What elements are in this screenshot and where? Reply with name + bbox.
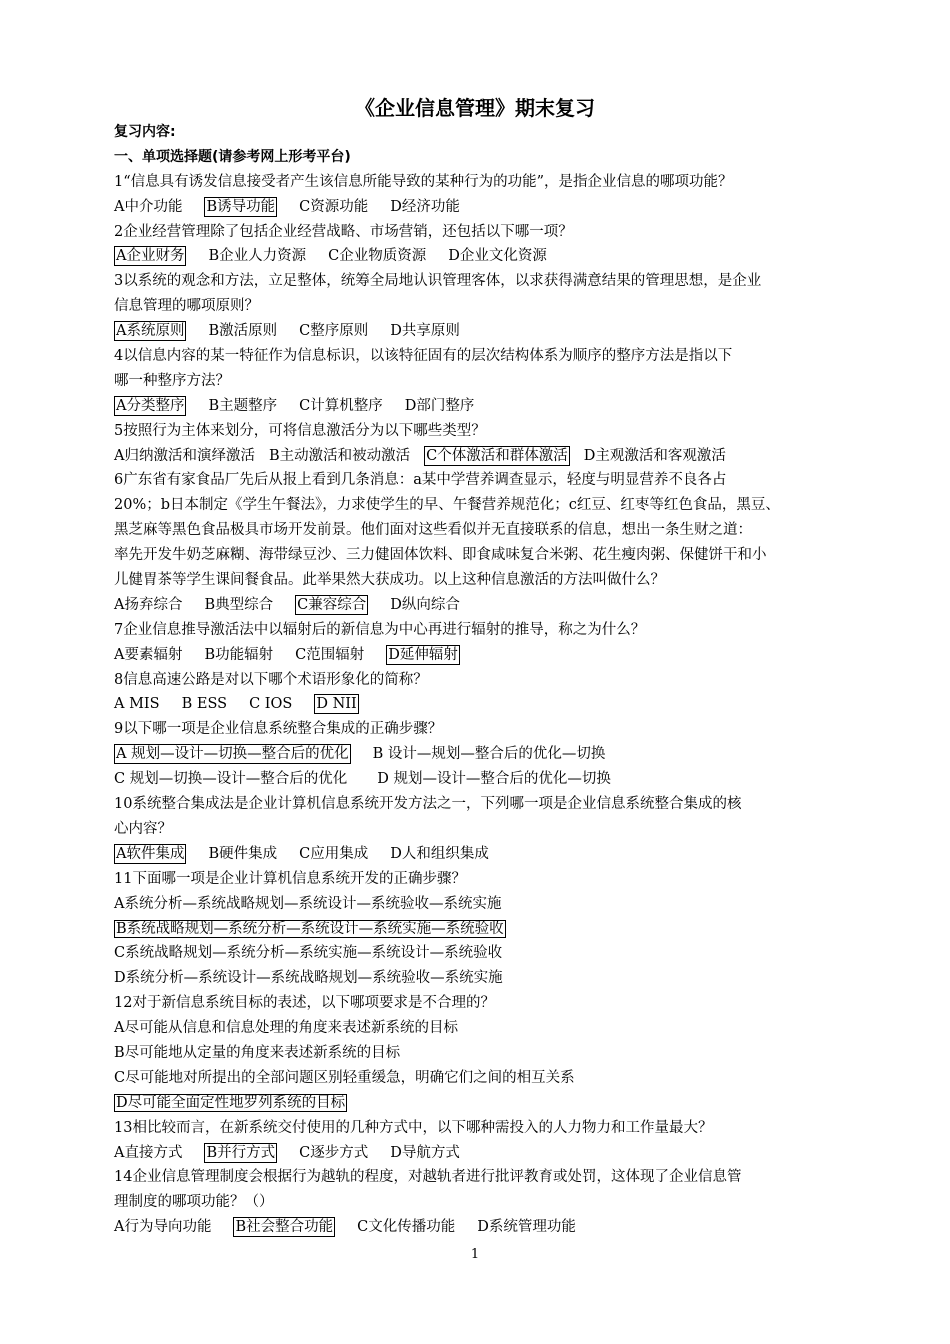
options-13 <box>114 1141 844 1166</box>
option-11b <box>114 917 844 942</box>
answer-option: D延伸辐射 <box>388 646 458 663</box>
review-heading: 复习内容: <box>114 124 176 140</box>
option: A归纳激活和演绎激活 <box>114 447 255 464</box>
option: D 规划—设计—整合后的优化—切换 <box>377 771 611 788</box>
answer-option: A 规划—设计—切换—整合后的优化 <box>116 746 349 763</box>
option: C逐步方式 <box>299 1144 369 1161</box>
answer-option: D尽可能全面定性地罗列系统的目标 <box>116 1094 346 1111</box>
option: C资源功能 <box>299 198 369 215</box>
option-11a: A系统分析—系统战略规划—系统设计—系统验收—系统实施 <box>114 895 502 912</box>
option: C IOS <box>249 696 293 713</box>
answer-option: A系统原则 <box>116 323 185 340</box>
option-12c: C尽可能地对所提出的全部问题区别轻重缓急，明确它们之间的相互关系 <box>114 1069 575 1086</box>
option-12a: A尽可能从信息和信息处理的角度来表述新系统的目标 <box>114 1020 458 1037</box>
answer-option: C个体激活和群体激活 <box>426 447 568 464</box>
question-2: 2企业经营管理除了包括企业经营战略、市场营销，还包括以下哪一项？ <box>114 223 573 240</box>
question-5: 5按照行为主体来划分，可将信息激活分为以下哪些类型？ <box>114 422 486 439</box>
option: C范围辐射 <box>295 646 365 663</box>
option: C企业物质资源 <box>328 248 427 265</box>
question-3-cont: 信息管理的哪项原则？ <box>114 298 259 315</box>
answer-option: A分类整序 <box>116 397 185 414</box>
answer-option: B系统战略规划—系统分析—系统设计—系统实施—系统验收 <box>116 920 504 937</box>
options-14 <box>114 1215 844 1240</box>
option: C文化传播功能 <box>357 1219 456 1236</box>
question-7: 7企业信息推导激活法中以辐射后的新信息为中心再进行辐射的推导，称之为什么？ <box>114 621 646 638</box>
question-14-cont: 理制度的哪项功能？（） <box>114 1194 274 1211</box>
option-12b: B尽可能地从定量的角度来表述新系统的目标 <box>114 1044 401 1061</box>
option: A中介功能 <box>114 198 183 215</box>
options-4 <box>114 394 844 419</box>
option: A扬弃综合 <box>114 596 183 613</box>
option: B主题整序 <box>208 397 278 414</box>
answer-option: A企业财务 <box>116 248 185 265</box>
option: B企业人力资源 <box>208 248 307 265</box>
question-4: 4以信息内容的某一特征作为信息标识，以该特征固有的层次结构体系为顺序的整序方法是指以下 <box>114 348 733 365</box>
option: C整序原则 <box>299 323 369 340</box>
options-9-row1 <box>114 742 844 767</box>
options-1 <box>114 195 844 220</box>
option: D主观激活和客观激活 <box>583 447 726 464</box>
option: B主动激活和被动激活 <box>268 447 411 464</box>
page-title: 《企业信息管理》期末复习 <box>355 96 595 120</box>
option: D导航方式 <box>390 1144 460 1161</box>
options-8 <box>114 692 844 717</box>
option: A行为导向功能 <box>114 1219 212 1236</box>
options-10 <box>114 842 844 867</box>
question-1: 1“信息具有诱发信息接受者产生该信息所能导致的某种行为的功能”，是指企业信息的哪项功能？ <box>114 173 733 190</box>
answer-option: D NII <box>316 696 357 713</box>
options-6 <box>114 593 844 618</box>
options-7 <box>114 643 844 668</box>
option-11c: C系统战略规划—系统分析—系统实施—系统设计—系统验收 <box>114 945 503 962</box>
option-12d <box>114 1091 844 1116</box>
option: B ESS <box>181 696 228 713</box>
answer-option: A软件集成 <box>116 845 185 862</box>
document-body <box>114 120 844 1240</box>
answer-option: C兼容综合 <box>297 596 367 613</box>
option: D企业文化资源 <box>448 248 547 265</box>
section-heading: 一、单项选择题(请参考网上形考平台) <box>114 148 351 165</box>
option: B 设计—规划—整合后的优化—切换 <box>372 746 606 763</box>
option: C 规划—切换—设计—整合后的优化 <box>114 771 348 788</box>
question-10-cont: 心内容？ <box>114 820 172 837</box>
question-10: 10系统整合集成法是企业计算机信息系统开发方法之一，下列哪一项是企业信息系统整合集成的核 <box>114 796 742 813</box>
page-number: 1 <box>470 1247 480 1262</box>
option: D人和组织集成 <box>390 845 489 862</box>
option: A直接方式 <box>114 1144 183 1161</box>
question-14: 14企业信息管理制度会根据行为越轨的程度，对越轨者进行批评教育或处罚，这体现了企业信息管 <box>114 1169 742 1186</box>
question-8: 8信息高速公路是对以下哪个术语形象化的简称？ <box>114 671 428 688</box>
question-11: 11下面哪一项是企业计算机信息系统开发的正确步骤？ <box>114 870 466 887</box>
question-6-cont: 黑芝麻等黑色食品极具市场开发前景。他们面对这些看似并无直接联系的信息，想出一条生财之道： <box>114 522 752 539</box>
option: D共享原则 <box>390 323 460 340</box>
options-2 <box>114 244 844 269</box>
option: C计算机整序 <box>299 397 383 414</box>
options-3 <box>114 319 844 344</box>
option: B激活原则 <box>208 323 278 340</box>
option: D系统管理功能 <box>477 1219 576 1236</box>
answer-option: B社会整合功能 <box>235 1219 334 1236</box>
question-6-cont: 率先开发牛奶芝麻糊、海带绿豆沙、三力健固体饮料、即食咸味复合米粥、花生瘦肉粥、保健饼干和小 <box>114 547 767 564</box>
option: A MIS <box>114 696 160 713</box>
option: B功能辐射 <box>204 646 274 663</box>
option-11d: D系统分析—系统设计—系统战略规划—系统验收—系统实施 <box>114 970 503 987</box>
option: D纵向综合 <box>390 596 460 613</box>
option: C应用集成 <box>299 845 369 862</box>
question-13: 13相比较而言，在新系统交付使用的几种方式中，以下哪种需投入的人力物力和工作量最大？ <box>114 1119 713 1136</box>
question-6-cont: 儿健胃茶等学生课间餐食品。此举果然大获成功。以上这种信息激活的方法叫做什么？ <box>114 572 665 589</box>
option: D部门整序 <box>404 397 475 414</box>
question-3: 3以系统的观念和方法，立足整体，统筹全局地认识管理客体，以求获得满意结果的管理思想，是企业 <box>114 273 762 290</box>
option: D经济功能 <box>390 198 460 215</box>
options-9-row2 <box>114 767 844 792</box>
question-6-cont: 20%；b日本制定《学生午餐法》，力求使学生的早、午餐营养规范化；c红豆、红枣等红色食品，黑豆、 <box>114 497 780 514</box>
question-6: 6广东省有家食品厂先后从报上看到几条消息：a某中学营养调查显示，轻度与明显营养不良各占 <box>114 472 727 489</box>
option: A要素辐射 <box>114 646 183 663</box>
option: B硬件集成 <box>208 845 278 862</box>
options-5 <box>114 444 844 469</box>
question-4-cont: 哪一种整序方法？ <box>114 372 230 389</box>
option: B典型综合 <box>204 596 274 613</box>
question-9: 9以下哪一项是企业信息系统整合集成的正确步骤？ <box>114 721 443 738</box>
answer-option: B诱导功能 <box>206 198 276 215</box>
question-12: 12对于新信息系统目标的表述，以下哪项要求是不合理的？ <box>114 995 495 1012</box>
answer-option: B并行方式 <box>206 1144 276 1161</box>
